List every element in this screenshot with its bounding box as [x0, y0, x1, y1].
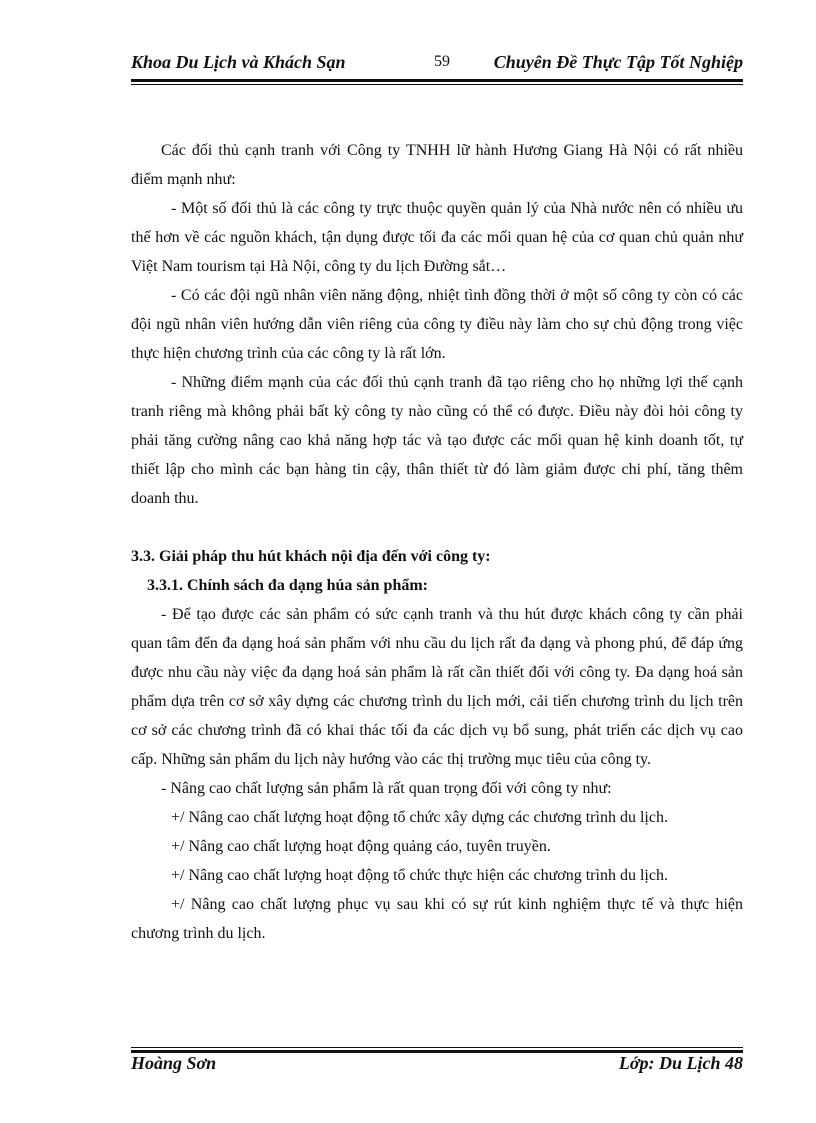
section-heading-3-3-1: 3.3.1. Chính sách đa dạng húa sản phẩm: [147, 577, 428, 594]
footer-author: Hoàng Sơn [131, 1053, 217, 1073]
list-item-organization: +/ Nâng cao chất lượng hoạt động tổ chức xây dựng các chương trình du lịch. [171, 809, 668, 826]
header-title: Chuyên Đề Thực Tập Tốt Nghiệp [493, 52, 743, 72]
page-footer [131, 1051, 743, 1079]
page-header [131, 50, 743, 78]
paragraph-quality: - Nâng cao chất lượng sản phẩm là rất quan trọng đối với công ty như: [161, 780, 612, 797]
footer-class: Lớp: Du Lịch 48 [618, 1053, 743, 1073]
paragraph-staff: - Có các đội ngũ nhân viên năng động, nhiệt tình đồng thời ở một số công ty còn có các đội ngũ nhân viên hướng dẫn viên riêng của công ty điều này làm cho sự chủ động trong việc thực hiện chương trình của các công ty là rất lớn. [131, 287, 743, 362]
list-item-advertising: +/ Nâng cao chất lượng hoạt động quảng cáo, tuyên truyền. [171, 838, 551, 855]
section-heading-3-3: 3.3. Giải pháp thu hút khách nội địa đến với công ty: [131, 548, 491, 565]
spacer [131, 513, 743, 542]
paragraph-strengths: - Những điểm mạnh của các đối thủ cạnh tranh đã tạo riêng cho họ những lợi thế cạnh tranh riêng mà không phải bất kỳ công ty nào cũng có thể có được. Điều này đòi hỏi công ty phải tăng cường nâng cao khả năng hợp tác và tạo được các mối quan hệ kinh doanh tốt, tự thiết lập cho mình các bạn hàng tin cậy, thân thiết từ đó làm giảm được chi phí, tăng thêm doanh thu. [131, 374, 743, 507]
header-faculty: Khoa Du Lịch và Khách Sạn [131, 52, 346, 72]
paragraph-competitors: Các đối thủ cạnh tranh với Công ty TNHH lữ hành Hương Giang Hà Nội có rất nhiều điểm mạnh như: [131, 142, 743, 188]
page-number: 59 [434, 53, 450, 70]
page-body [131, 136, 743, 948]
list-item-after-service: +/ Nâng cao chất lượng phục vụ sau khi có sự rút kinh nghiệm thực tế và thực hiện chương trình du lịch. [131, 896, 743, 942]
paragraph-state-owned: - Một số đối thủ là các công ty trực thuộc quyền quản lý của Nhà nước nên có nhiều ưu thế hơn về các nguồn khách, tận dụng được tối đa các mối quan hệ của cơ quan chủ quản như Việt Nam tourism tại Hà Nội, công ty du lịch Đường sắt… [131, 200, 743, 275]
header-rule-thin [131, 84, 743, 85]
paragraph-diversification: - Để tạo được các sản phẩm có sức cạnh tranh và thu hút được khách công ty cần phải quan tâm đến đa dạng hoá sản phẩm với nhu cầu du lịch rất đa dạng và phong phú, để đáp ứng được nhu cầu này việc đa dạng hoá sản phẩm là rất cần thiết đối với công ty. Đa dạng hoá sản phẩm dựa trên cơ sở xây dựng các chương trình du lịch mới, cải tiến chương trình du lịch trên cơ sở các chương trình đã có khai thác tối đa các dịch vụ bổ sung, phát triển các dịch vụ cao cấp. Những sản phẩm du lịch này hướng vào các thị trường mục tiêu của công ty. [131, 606, 743, 768]
list-item-execution: +/ Nâng cao chất lượng hoạt động tổ chức thực hiện các chương trình du lịch. [171, 867, 668, 884]
header-rule-thick [131, 79, 743, 82]
footer-rule-thin [131, 1047, 743, 1048]
